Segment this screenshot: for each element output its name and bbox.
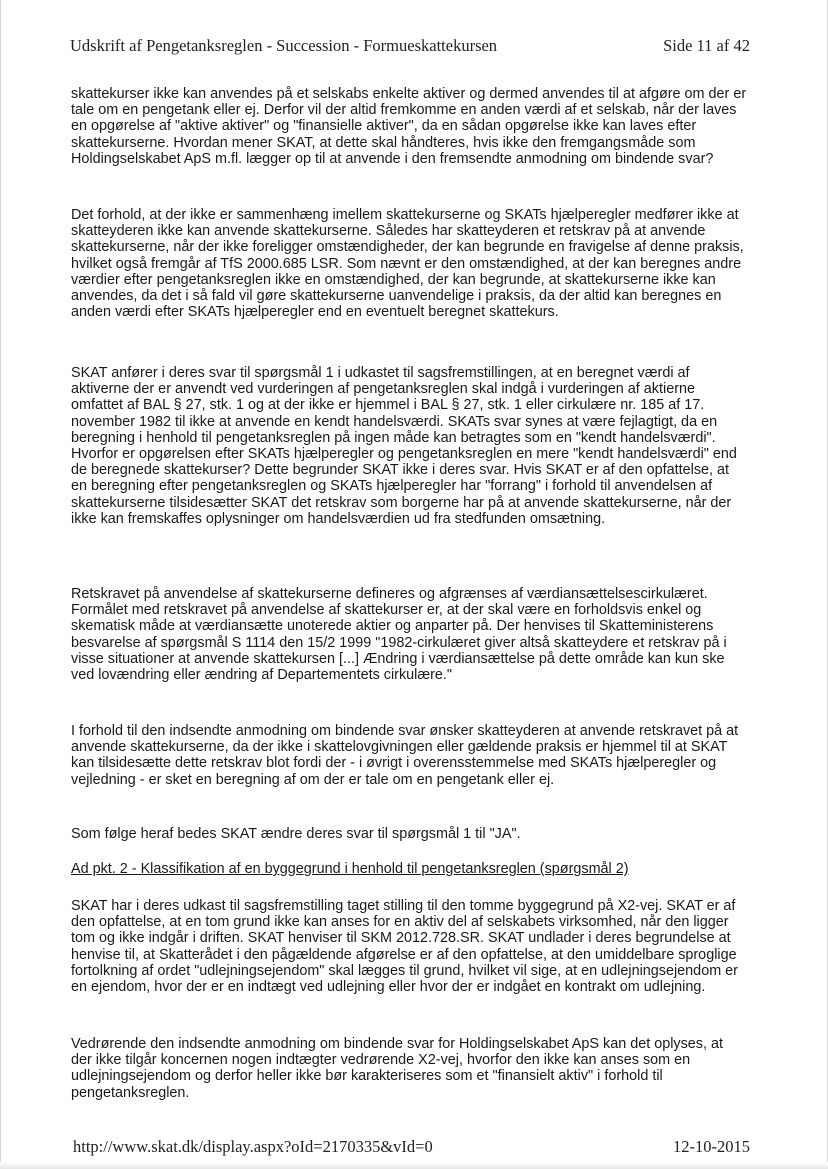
paragraph: Det forhold, at der ikke er sammenhæng imellem skattekurserne og SKATs hjælperegler medfører ikke at skatteyderen ikke kan anvende skattekurserne. Således har skatteyderen et retskrav på at anvende skattekurserne, når der ikke foreligger omstændigheder, der kan begrunde en fravigelse af denne praksis, hvilket også fremgår af TfS 2000.685 LSR. Som nævnt er den omstændighed, at der kan beregnes andre værdier efter pengetanksreglen ikke en omstændighed, der kan begrunde, at skattekurserne ikke kan anvendes, da det i så fald vil gøre skattekurserne uanvendelige i praksis, da der altid kan beregnes en anden værdi efter SKATs hjælperegler end en eventuelt beregnet skattekurs.: [71, 207, 744, 321]
paragraph: Som følge heraf bedes SKAT ændre deres svar til spørgsmål 1 til "JA".: [71, 826, 521, 842]
paragraph: skattekurser ikke kan anvendes på et selskabs enkelte aktiver og dermed anvendes til at afgøre om der er tale om en pengetank eller ej. Derfor vil der altid fremkomme en anden værdi af et selskab, når der laves en opgørelse af "aktive aktiver" og "finansielle aktiver", da en sådan opgørelse ikke kan laves efter skattekurserne. Hvordan mener SKAT, at dette skal håndteres, hvis ikke den fremgangsmåde som Holdingselskabet ApS m.fl. lægger op til at anvende i den fremsendte anmodning om bindende svar?: [71, 86, 747, 167]
paragraph: Vedrørende den indsendte anmodning om bindende svar for Holdingselskabet ApS kan det oplyses, at der ikke tilgår koncernen nogen indtægter vedrørende X2-vej, hvorfor den ikke kan anses som en udlejningsejendom og derfor heller ikke bør karakteriseres som et "finansielt aktiv" i forhold til pengetanksreglen.: [71, 1036, 723, 1101]
paragraph: SKAT har i deres udkast til sagsfremstilling taget stilling til den tomme byggegrund på X2-vej. SKAT er af den opfattelse, at en tom grund ikke kan anses for en aktiv del af selskabets virksomhed, når den ligger tom og ikke indgår i driften. SKAT henviser til SKM 2012.728.SR. SKAT undlader i deres begrundelse at henvise til, at Skatterådet i den pågældende afgørelse er af den opfattelse, at den umiddelbare sproglige fortolkning af ordet "udlejningsejendom" skal lægges til grund, hvilket vil sige, at en udlejningsejendom er en ejendom, hvor der er en indtægt ved udlejning eller hvor der er indgået en kontrakt om udlejning.: [71, 898, 738, 996]
paragraph: I forhold til den indsendte anmodning om bindende svar ønsker skatteyderen at anvende retskravet på at anvende skattekurserne, da der ikke i skattelovgivningen eller gældende praksis er hjemmel til at SKAT kan tilsidesætte dette retskrav blot fordi der - i øvrigt i overensstemmelse med SKATs hjælperegler og vejledning - er sket en beregning af om der er tale om en pengetank eller ej.: [71, 723, 739, 788]
source-url: http://www.skat.dk/display.aspx?oId=2170335&vId=0: [73, 1137, 433, 1156]
page-edge-shadow: [0, 1162, 828, 1169]
paragraph: SKAT anfører i deres svar til spørgsmål 1 i udkastet til sagsfremstillingen, at en beregnet værdi af aktiverne der er anvendt ved vurderingen af pengetanksreglen skal indgå i vurderingen af aktierne omfattet af BAL § 27, stk. 1 og at der ikke er hjemmel i BAL § 27, stk. 1 eller cirkulære nr. 185 af 17. november 1982 til ikke at anvende en kendt handelsværdi. SKATs svar synes at være fejlagtigt, da en beregning i henhold til pengetanksreglen på ingen måde kan betragtes som en "kendt handelsværdi". Hvorfor er opgørelsen efter SKATs hjælperegler og pengetanksreglen en mere "kendt handelsværdi" end de beregnede skattekurser? Dette begrunder SKAT ikke i deres svar. Hvis SKAT er af den opfattelse, at en beregning efter pengetanksreglen og SKATs hjælperegler har "forrang" i forhold til anvendelsen af skattekurserne tilsidesætter SKAT det retskrav som borgerne har på at anvende skattekurserne, når der ikke kan fremskaffes oplysninger om handelsværdien ud fra stedfunden omsætning.: [71, 365, 737, 527]
section-heading: Ad pkt. 2 - Klassifikation af en byggegrund i henhold til pengetanksreglen (spørgsmål 2): [71, 861, 629, 877]
document-title: Udskrift af Pengetanksreglen - Succession - Formueskattekursen: [70, 36, 498, 55]
page-number: Side 11 af 42: [663, 36, 750, 55]
paragraph: Retskravet på anvendelse af skattekurserne defineres og afgrænses af værdiansættelsescirkulæret. Formålet med retskravet på anvendelse af skattekurser er, at der skal være en forholdsvis enkel og skematisk måde at værdiansætte unoterede aktier og anparter på. Der henvises til Skatteministerens besvarelse af spørgsmål S 1114 den 15/2 1999 "1982-cirkulæret giver altså skatteydere et retskrav på i visse situationer at anvende skattekursen [...] Ændring i værdiansættelse på dette område kan kun ske ved lovændring eller ændring af Departementets cirkulære.": [71, 586, 727, 684]
print-date: 12-10-2015: [673, 1137, 750, 1156]
